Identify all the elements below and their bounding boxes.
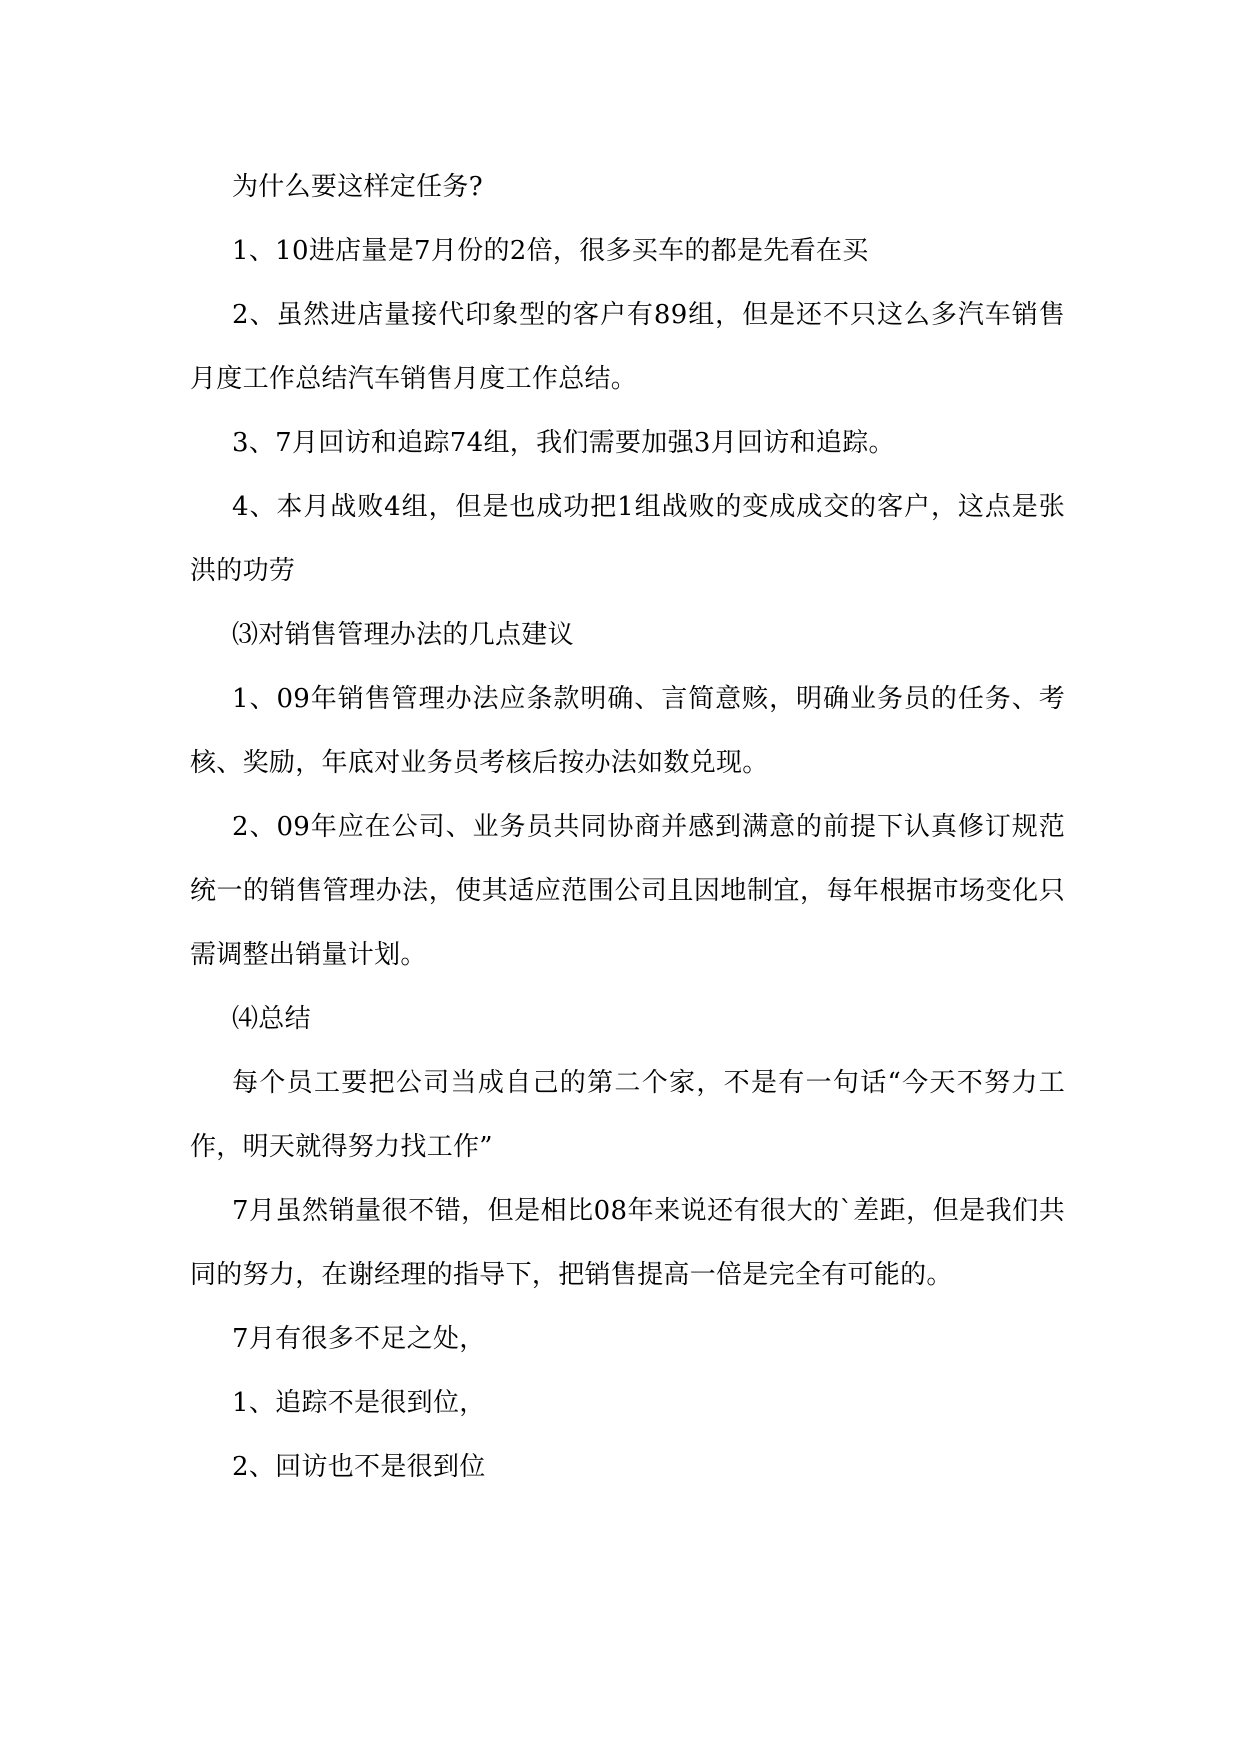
paragraph-item-2: 2、虽然进店量接代印象型的客户有89组，但是还不只这么多汽车销售月度工作总结汽车销售月度工作总结。	[190, 300, 1065, 394]
paragraph-shortcoming-1: 1、追踪不是很到位，	[232, 1388, 486, 1418]
paragraph-summary-1: 每个员工要把公司当成自己的第二个家，不是有一句话“今天不努力工作，明天就得努力找工作”	[190, 1068, 1065, 1162]
paragraph-question: 为什么要这样定任务?	[232, 172, 483, 202]
paragraph-shortcomings: 7月有很多不足之处，	[232, 1324, 486, 1354]
section-heading-suggestions: ⑶对销售管理办法的几点建议	[232, 620, 574, 650]
section-heading-summary: ⑷总结	[232, 1004, 311, 1034]
paragraph-suggestion-2: 2、09年应在公司、业务员共同协商并感到满意的前提下认真修订规范统一的销售管理办法，使其适应范围公司且因地制宜，每年根据市场变化只需调整出销量计划。	[190, 812, 1065, 970]
paragraph-item-1: 1、10进店量是7月份的2倍，很多买车的都是先看在买	[232, 236, 869, 266]
paragraph-shortcoming-2: 2、回访也不是很到位	[232, 1452, 486, 1482]
paragraph-item-3: 3、7月回访和追踪74组，我们需要加强3月回访和追踪。	[232, 428, 895, 458]
paragraph-item-4: 4、本月战败4组，但是也成功把1组战败的变成成交的客户，这点是张洪的功劳	[190, 492, 1065, 586]
document-body	[190, 155, 1065, 1499]
paragraph-suggestion-1: 1、09年销售管理办法应条款明确、言简意赅，明确业务员的任务、考核、奖励，年底对业务员考核后按办法如数兑现。	[190, 684, 1065, 778]
paragraph-summary-2: 7月虽然销量很不错，但是相比08年来说还有很大的`差距，但是我们共同的努力，在谢经理的指导下，把销售提高一倍是完全有可能的。	[190, 1196, 1065, 1290]
